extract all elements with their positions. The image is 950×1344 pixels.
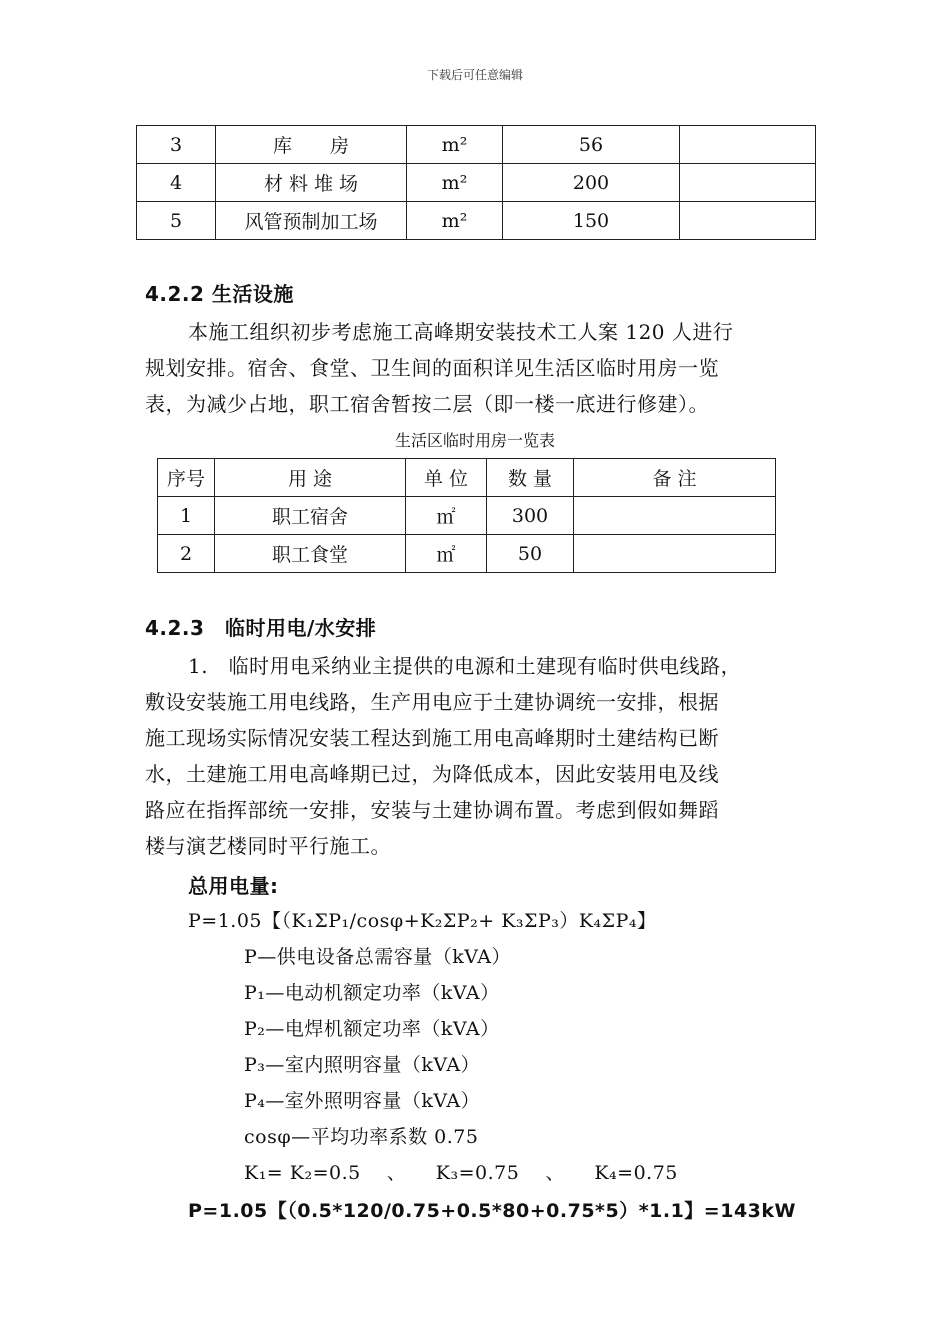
- formula: P=1.05【（K₁ΣP₁/cosφ+K₂ΣP₂+ K₃ΣP₃）K₄ΣP₄】: [188, 910, 657, 932]
- table-row: 5 风管预制加工场 m² 150: [137, 202, 816, 240]
- table-row: 2 职工食堂 ㎡ 50: [158, 535, 776, 573]
- paragraph-line: 本施工组织初步考虑施工高峰期安装技术工人案 120 人进行: [188, 320, 734, 344]
- definition-line: P₁—电动机额定功率（kVA）: [244, 982, 500, 1004]
- paragraph-line: 施工现场实际情况安装工程达到施工用电高峰期时土建结构已断: [145, 726, 719, 750]
- table-row: 3 库 房 m² 56: [137, 126, 816, 164]
- paragraph-line: 敷设安装施工用电线路，生产用电应于土建协调统一安排，根据: [145, 690, 719, 714]
- table-header-row: 序号 用 途 单 位 数 量 备 注: [158, 459, 776, 497]
- definition-line: cosφ—平均功率系数 0.75: [244, 1126, 479, 1148]
- result-formula: P=1.05【（0.5*120/0.75+0.5*80+0.75*5）*1.1】=143kW: [188, 1200, 796, 1222]
- page-header: 下载后可任意编辑: [426, 68, 523, 82]
- facility-table: [136, 125, 816, 240]
- paragraph-line: 表，为减少占地，职工宿舍暂按二层（即一楼一底进行修建）。: [145, 392, 709, 416]
- paragraph-line: 规划安排。宿舍、食堂、卫生间的面积详见生活区临时用房一览: [145, 356, 719, 380]
- paragraph-line: 路应在指挥部统一安排，安装与土建协调布置。考虑到假如舞蹈: [145, 798, 719, 822]
- paragraph-line: 楼与演艺楼同时平行施工。: [145, 834, 391, 858]
- total-power-label: 总用电量:: [188, 874, 279, 898]
- paragraph-line: 水，土建施工用电高峰期已过，为降低成本，因此安装用电及线: [145, 762, 719, 786]
- table-row: 1 职工宿舍 ㎡ 300: [158, 497, 776, 535]
- definition-line: P—供电设备总需容量（kVA）: [244, 946, 511, 968]
- section-heading-4-2-2: 4.2.2 生活设施: [145, 282, 294, 306]
- section-heading-4-2-3: 4.2.3 临时用电/水安排: [145, 616, 377, 640]
- paragraph-line: 1. 临时用电采纳业主提供的电源和土建现有临时供电线路，: [188, 654, 742, 678]
- definition-line: P₃—室内照明容量（kVA）: [244, 1054, 481, 1076]
- table-caption: 生活区临时用房一览表: [394, 431, 555, 450]
- definition-line: P₂—电焊机额定功率（kVA）: [244, 1018, 500, 1040]
- table-row: 4 材 料 堆 场 m² 200: [137, 164, 816, 202]
- living-facility-table: [157, 458, 776, 573]
- definition-line: P₄—室外照明容量（kVA）: [244, 1090, 481, 1112]
- coefficient-line: K₁= K₂=0.5 、 K₃=0.75 、 K₄=0.75: [244, 1162, 678, 1184]
